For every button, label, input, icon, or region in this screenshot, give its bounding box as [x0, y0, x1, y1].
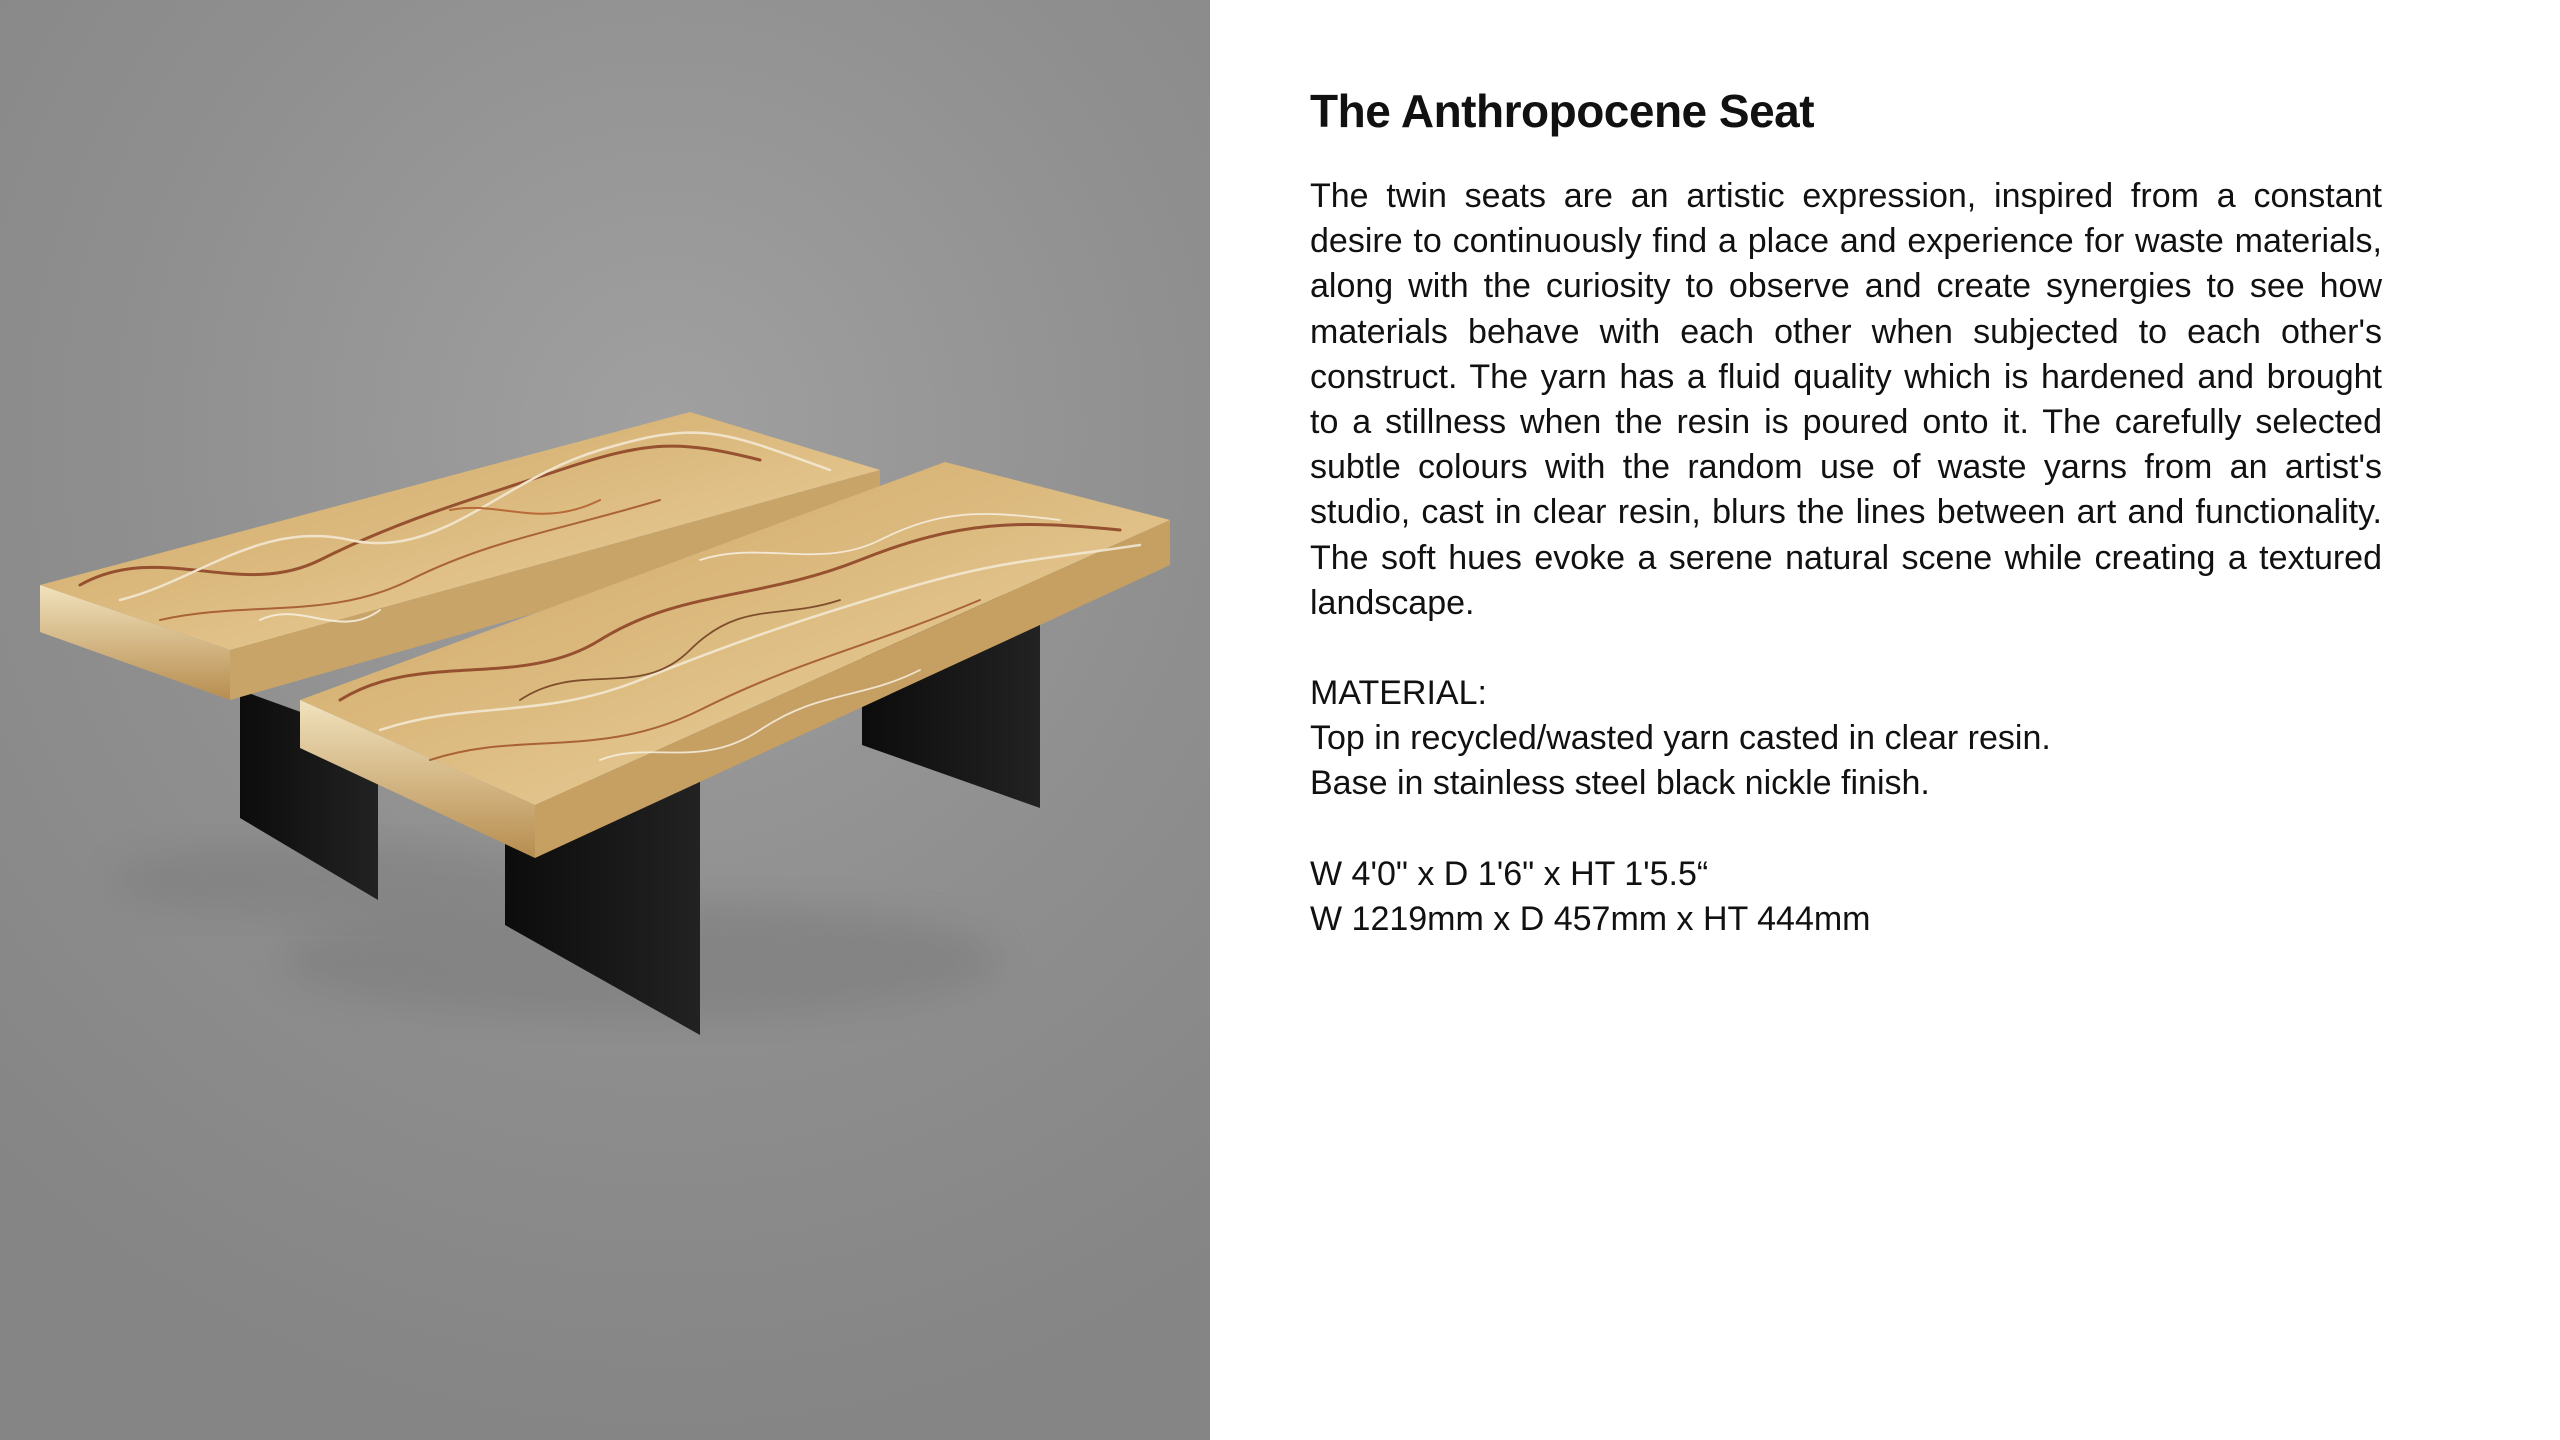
product-description: The twin seats are an artistic expression, inspired from a constant desire to continuously find a place and experience for waste materials, along with the curiosity to observe and create synergies to see how materials behave with each other when subjected to each other's construct. The yarn has a fluid quality which is hardened and brought to a stillness when the resin is poured onto it. The carefully selected subtle colours with the random use of waste yarns from an artist's studio, cast in clear resin, blurs the lines between art and functionality. The soft hues evoke a serene natural scene while creating a textured landscape. — [1310, 177, 2382, 622]
material-heading: MATERIAL: — [1310, 674, 1487, 713]
product-details — [1310, 78, 2382, 987]
page-title: The Anthropocene Seat — [1310, 85, 1815, 137]
dimensions-imperial: W 4'0" x D 1'6" x HT 1'5.5“ — [1310, 854, 1709, 893]
material-section — [1310, 671, 2382, 807]
dimensions-section — [1310, 852, 2382, 942]
product-photo — [0, 0, 1210, 1440]
material-top: Top in recycled/wasted yarn casted in clear resin. — [1310, 719, 2051, 758]
material-base: Base in stainless steel black nickle finish. — [1310, 764, 1930, 803]
dimensions-metric: W 1219mm x D 457mm x HT 444mm — [1310, 899, 1871, 938]
twin-seats-illustration — [0, 0, 1210, 1440]
